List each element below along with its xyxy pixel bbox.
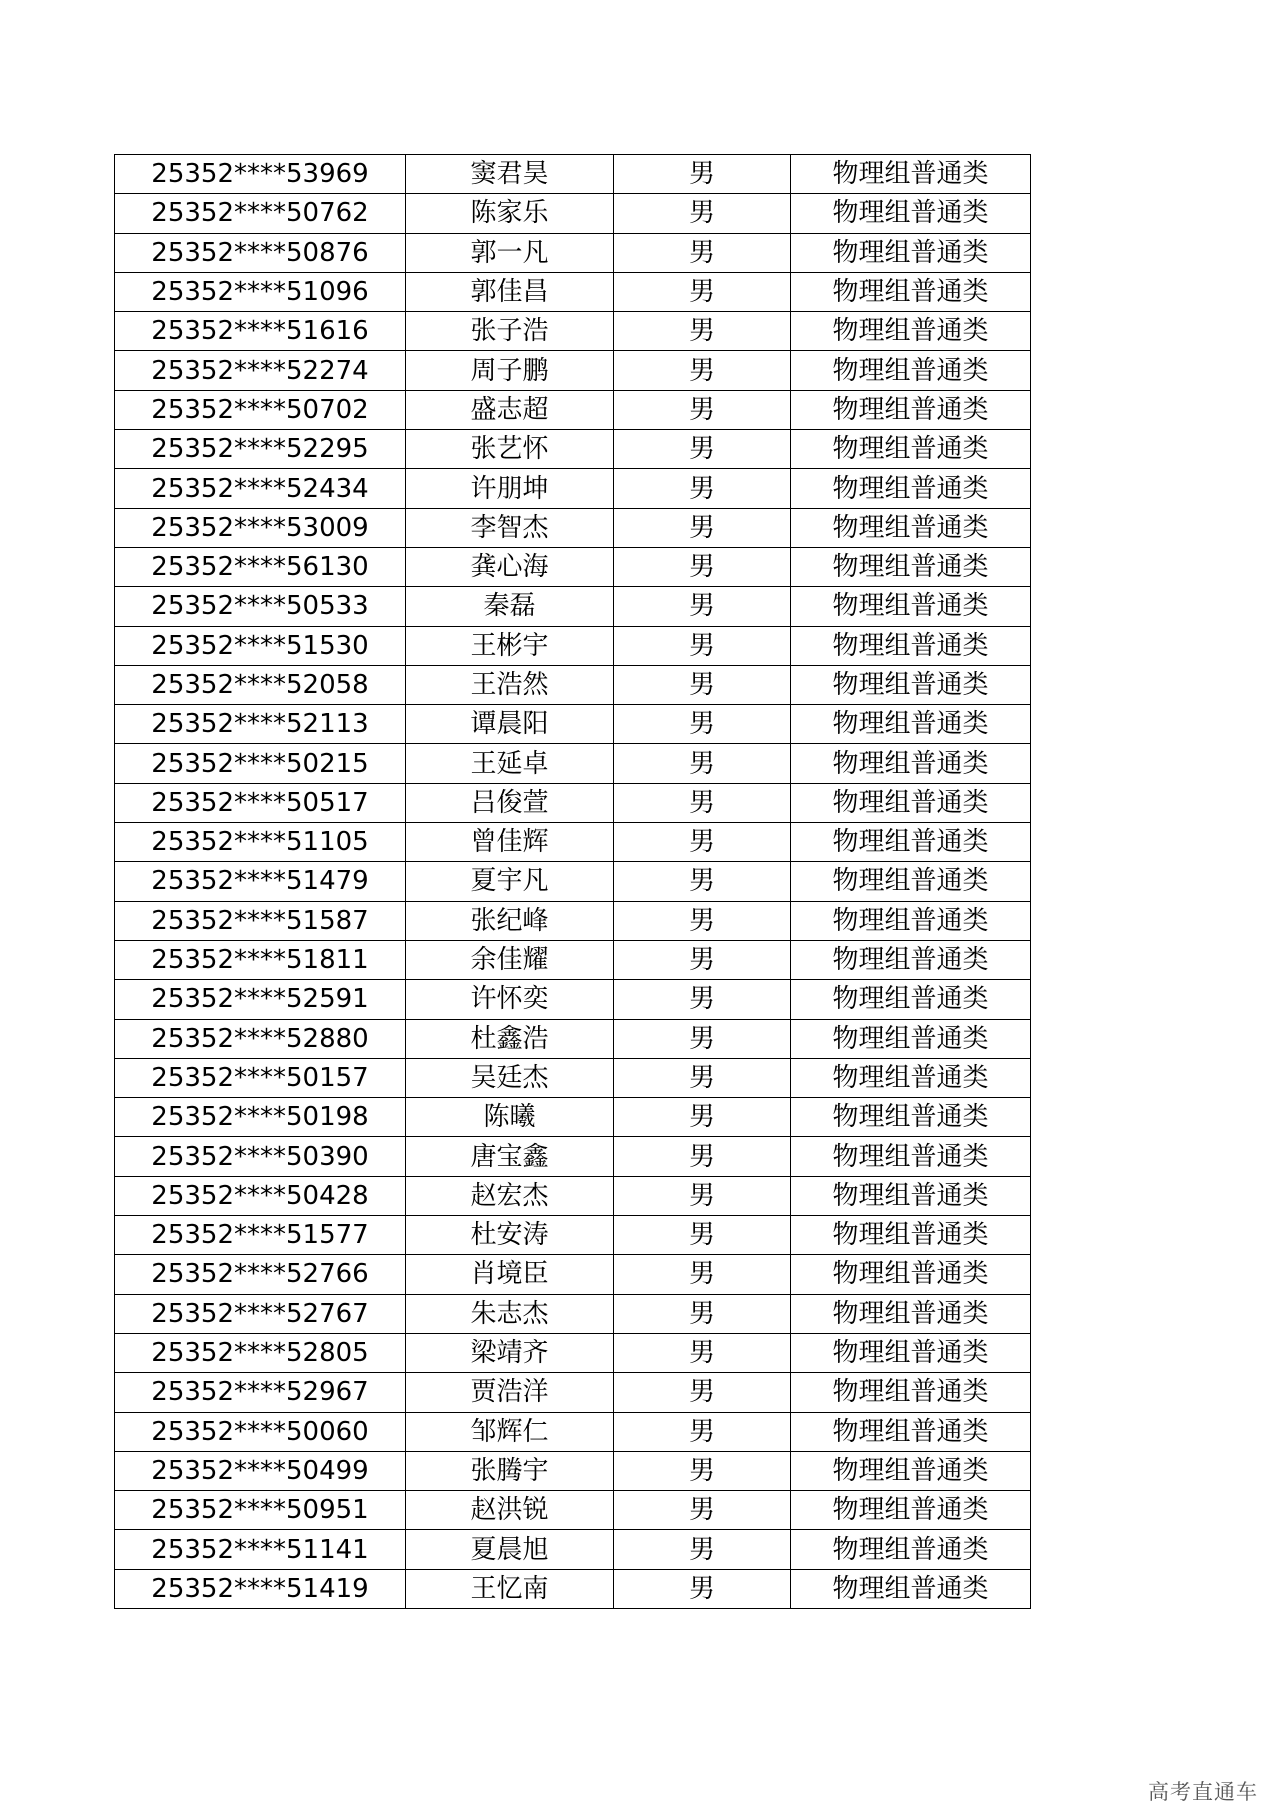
category-cell: 物理组普通类 bbox=[791, 1412, 1031, 1451]
table-row bbox=[115, 1216, 1031, 1255]
name-cell: 张子浩 bbox=[406, 312, 614, 351]
name-cell: 王忆南 bbox=[406, 1569, 614, 1608]
gender-cell: 男 bbox=[614, 508, 791, 547]
category-cell: 物理组普通类 bbox=[791, 783, 1031, 822]
category-cell: 物理组普通类 bbox=[791, 1569, 1031, 1608]
category-cell: 物理组普通类 bbox=[791, 1451, 1031, 1490]
name-cell: 杜鑫浩 bbox=[406, 1019, 614, 1058]
name-cell: 盛志超 bbox=[406, 390, 614, 429]
exam-id-cell: 25352****51105 bbox=[115, 823, 406, 862]
table-row bbox=[115, 1137, 1031, 1176]
exam-id-cell: 25352****50762 bbox=[115, 194, 406, 233]
exam-id-cell: 25352****50390 bbox=[115, 1137, 406, 1176]
category-cell: 物理组普通类 bbox=[791, 705, 1031, 744]
exam-id-cell: 25352****50702 bbox=[115, 390, 406, 429]
name-cell: 吕俊萱 bbox=[406, 783, 614, 822]
category-cell: 物理组普通类 bbox=[791, 1058, 1031, 1097]
exam-id-cell: 25352****50533 bbox=[115, 587, 406, 626]
table-row bbox=[115, 469, 1031, 508]
gender-cell: 男 bbox=[614, 194, 791, 233]
name-cell: 张腾宇 bbox=[406, 1451, 614, 1490]
name-cell: 赵宏杰 bbox=[406, 1176, 614, 1215]
table-row bbox=[115, 1373, 1031, 1412]
category-cell: 物理组普通类 bbox=[791, 626, 1031, 665]
gender-cell: 男 bbox=[614, 1019, 791, 1058]
table-row bbox=[115, 508, 1031, 547]
gender-cell: 男 bbox=[614, 1451, 791, 1490]
gender-cell: 男 bbox=[614, 1569, 791, 1608]
table-row bbox=[115, 1294, 1031, 1333]
name-cell: 张纪峰 bbox=[406, 901, 614, 940]
exam-id-cell: 25352****56130 bbox=[115, 547, 406, 586]
name-cell: 朱志杰 bbox=[406, 1294, 614, 1333]
watermark-text: 高考直通车 bbox=[1148, 1780, 1258, 1804]
exam-id-cell: 25352****52113 bbox=[115, 705, 406, 744]
gender-cell: 男 bbox=[614, 233, 791, 272]
gender-cell: 男 bbox=[614, 744, 791, 783]
exam-id-cell: 25352****52591 bbox=[115, 980, 406, 1019]
category-cell: 物理组普通类 bbox=[791, 1176, 1031, 1215]
name-cell: 周子鹏 bbox=[406, 351, 614, 390]
exam-id-cell: 25352****52274 bbox=[115, 351, 406, 390]
gender-cell: 男 bbox=[614, 1373, 791, 1412]
name-cell: 邹辉仁 bbox=[406, 1412, 614, 1451]
name-cell: 陈曦 bbox=[406, 1098, 614, 1137]
category-cell: 物理组普通类 bbox=[791, 1373, 1031, 1412]
exam-id-cell: 25352****52767 bbox=[115, 1294, 406, 1333]
gender-cell: 男 bbox=[614, 626, 791, 665]
gender-cell: 男 bbox=[614, 1137, 791, 1176]
name-cell: 谭晨阳 bbox=[406, 705, 614, 744]
table-row bbox=[115, 1333, 1031, 1372]
exam-id-cell: 25352****52434 bbox=[115, 469, 406, 508]
category-cell: 物理组普通类 bbox=[791, 823, 1031, 862]
table-row bbox=[115, 744, 1031, 783]
table-row bbox=[115, 547, 1031, 586]
table-row bbox=[115, 1412, 1031, 1451]
table-row bbox=[115, 940, 1031, 979]
name-cell: 贾浩洋 bbox=[406, 1373, 614, 1412]
table-row bbox=[115, 430, 1031, 469]
exam-id-cell: 25352****50499 bbox=[115, 1451, 406, 1490]
name-cell: 窦君昊 bbox=[406, 155, 614, 194]
category-cell: 物理组普通类 bbox=[791, 1491, 1031, 1530]
table-row bbox=[115, 390, 1031, 429]
name-cell: 王延卓 bbox=[406, 744, 614, 783]
exam-id-cell: 25352****51530 bbox=[115, 626, 406, 665]
category-cell: 物理组普通类 bbox=[791, 1530, 1031, 1569]
name-cell: 余佳耀 bbox=[406, 940, 614, 979]
category-cell: 物理组普通类 bbox=[791, 312, 1031, 351]
roster-body bbox=[115, 155, 1031, 1609]
gender-cell: 男 bbox=[614, 547, 791, 586]
exam-id-cell: 25352****52295 bbox=[115, 430, 406, 469]
category-cell: 物理组普通类 bbox=[791, 272, 1031, 311]
gender-cell: 男 bbox=[614, 312, 791, 351]
name-cell: 许怀奕 bbox=[406, 980, 614, 1019]
exam-id-cell: 25352****52805 bbox=[115, 1333, 406, 1372]
category-cell: 物理组普通类 bbox=[791, 233, 1031, 272]
name-cell: 龚心海 bbox=[406, 547, 614, 586]
table-row bbox=[115, 1019, 1031, 1058]
exam-id-cell: 25352****51479 bbox=[115, 862, 406, 901]
name-cell: 郭佳昌 bbox=[406, 272, 614, 311]
exam-id-cell: 25352****52766 bbox=[115, 1255, 406, 1294]
category-cell: 物理组普通类 bbox=[791, 351, 1031, 390]
category-cell: 物理组普通类 bbox=[791, 1098, 1031, 1137]
category-cell: 物理组普通类 bbox=[791, 901, 1031, 940]
name-cell: 王浩然 bbox=[406, 665, 614, 704]
table-row bbox=[115, 194, 1031, 233]
category-cell: 物理组普通类 bbox=[791, 665, 1031, 704]
name-cell: 杜安涛 bbox=[406, 1216, 614, 1255]
gender-cell: 男 bbox=[614, 1491, 791, 1530]
exam-id-cell: 25352****52058 bbox=[115, 665, 406, 704]
table-row bbox=[115, 312, 1031, 351]
table-row bbox=[115, 155, 1031, 194]
table-row bbox=[115, 351, 1031, 390]
exam-id-cell: 25352****51141 bbox=[115, 1530, 406, 1569]
name-cell: 赵洪锐 bbox=[406, 1491, 614, 1530]
gender-cell: 男 bbox=[614, 155, 791, 194]
name-cell: 张艺怀 bbox=[406, 430, 614, 469]
table-row bbox=[115, 665, 1031, 704]
category-cell: 物理组普通类 bbox=[791, 508, 1031, 547]
category-cell: 物理组普通类 bbox=[791, 1255, 1031, 1294]
exam-id-cell: 25352****50876 bbox=[115, 233, 406, 272]
gender-cell: 男 bbox=[614, 469, 791, 508]
gender-cell: 男 bbox=[614, 705, 791, 744]
table-row bbox=[115, 1176, 1031, 1215]
table-row bbox=[115, 1569, 1031, 1608]
gender-cell: 男 bbox=[614, 1333, 791, 1372]
category-cell: 物理组普通类 bbox=[791, 1137, 1031, 1176]
table-row bbox=[115, 1255, 1031, 1294]
name-cell: 吴廷杰 bbox=[406, 1058, 614, 1097]
category-cell: 物理组普通类 bbox=[791, 744, 1031, 783]
name-cell: 郭一凡 bbox=[406, 233, 614, 272]
exam-id-cell: 25352****52880 bbox=[115, 1019, 406, 1058]
exam-id-cell: 25352****50060 bbox=[115, 1412, 406, 1451]
table-row bbox=[115, 233, 1031, 272]
name-cell: 秦磊 bbox=[406, 587, 614, 626]
table-row bbox=[115, 1098, 1031, 1137]
gender-cell: 男 bbox=[614, 940, 791, 979]
exam-id-cell: 25352****50428 bbox=[115, 1176, 406, 1215]
gender-cell: 男 bbox=[614, 1176, 791, 1215]
name-cell: 李智杰 bbox=[406, 508, 614, 547]
gender-cell: 男 bbox=[614, 980, 791, 1019]
table-row bbox=[115, 626, 1031, 665]
gender-cell: 男 bbox=[614, 390, 791, 429]
exam-id-cell: 25352****50517 bbox=[115, 783, 406, 822]
exam-id-cell: 25352****50215 bbox=[115, 744, 406, 783]
student-roster-table bbox=[114, 154, 1031, 1609]
table-row bbox=[115, 1530, 1031, 1569]
category-cell: 物理组普通类 bbox=[791, 547, 1031, 586]
category-cell: 物理组普通类 bbox=[791, 430, 1031, 469]
exam-id-cell: 25352****51577 bbox=[115, 1216, 406, 1255]
category-cell: 物理组普通类 bbox=[791, 1019, 1031, 1058]
exam-id-cell: 25352****51587 bbox=[115, 901, 406, 940]
exam-id-cell: 25352****53009 bbox=[115, 508, 406, 547]
category-cell: 物理组普通类 bbox=[791, 1333, 1031, 1372]
category-cell: 物理组普通类 bbox=[791, 587, 1031, 626]
table-row bbox=[115, 587, 1031, 626]
category-cell: 物理组普通类 bbox=[791, 390, 1031, 429]
gender-cell: 男 bbox=[614, 587, 791, 626]
category-cell: 物理组普通类 bbox=[791, 862, 1031, 901]
gender-cell: 男 bbox=[614, 351, 791, 390]
exam-id-cell: 25352****50951 bbox=[115, 1491, 406, 1530]
category-cell: 物理组普通类 bbox=[791, 940, 1031, 979]
gender-cell: 男 bbox=[614, 665, 791, 704]
table-row bbox=[115, 1058, 1031, 1097]
category-cell: 物理组普通类 bbox=[791, 1294, 1031, 1333]
table-row bbox=[115, 705, 1031, 744]
gender-cell: 男 bbox=[614, 1294, 791, 1333]
exam-id-cell: 25352****53969 bbox=[115, 155, 406, 194]
table-row bbox=[115, 1451, 1031, 1490]
exam-id-cell: 25352****51096 bbox=[115, 272, 406, 311]
gender-cell: 男 bbox=[614, 1255, 791, 1294]
gender-cell: 男 bbox=[614, 1530, 791, 1569]
table-row bbox=[115, 272, 1031, 311]
exam-id-cell: 25352****50198 bbox=[115, 1098, 406, 1137]
gender-cell: 男 bbox=[614, 1058, 791, 1097]
gender-cell: 男 bbox=[614, 272, 791, 311]
name-cell: 曾佳辉 bbox=[406, 823, 614, 862]
exam-id-cell: 25352****51616 bbox=[115, 312, 406, 351]
gender-cell: 男 bbox=[614, 823, 791, 862]
exam-id-cell: 25352****51811 bbox=[115, 940, 406, 979]
name-cell: 夏宇凡 bbox=[406, 862, 614, 901]
category-cell: 物理组普通类 bbox=[791, 194, 1031, 233]
name-cell: 夏晨旭 bbox=[406, 1530, 614, 1569]
exam-id-cell: 25352****52967 bbox=[115, 1373, 406, 1412]
name-cell: 许朋坤 bbox=[406, 469, 614, 508]
gender-cell: 男 bbox=[614, 430, 791, 469]
category-cell: 物理组普通类 bbox=[791, 469, 1031, 508]
name-cell: 王彬宇 bbox=[406, 626, 614, 665]
gender-cell: 男 bbox=[614, 1098, 791, 1137]
category-cell: 物理组普通类 bbox=[791, 155, 1031, 194]
table-row bbox=[115, 862, 1031, 901]
gender-cell: 男 bbox=[614, 862, 791, 901]
gender-cell: 男 bbox=[614, 783, 791, 822]
table-row bbox=[115, 901, 1031, 940]
table-row bbox=[115, 980, 1031, 1019]
table-row bbox=[115, 783, 1031, 822]
category-cell: 物理组普通类 bbox=[791, 980, 1031, 1019]
gender-cell: 男 bbox=[614, 901, 791, 940]
gender-cell: 男 bbox=[614, 1412, 791, 1451]
name-cell: 唐宝鑫 bbox=[406, 1137, 614, 1176]
gender-cell: 男 bbox=[614, 1216, 791, 1255]
category-cell: 物理组普通类 bbox=[791, 1216, 1031, 1255]
exam-id-cell: 25352****50157 bbox=[115, 1058, 406, 1097]
name-cell: 肖境臣 bbox=[406, 1255, 614, 1294]
table-row bbox=[115, 1491, 1031, 1530]
exam-id-cell: 25352****51419 bbox=[115, 1569, 406, 1608]
name-cell: 梁靖齐 bbox=[406, 1333, 614, 1372]
name-cell: 陈家乐 bbox=[406, 194, 614, 233]
table-row bbox=[115, 823, 1031, 862]
